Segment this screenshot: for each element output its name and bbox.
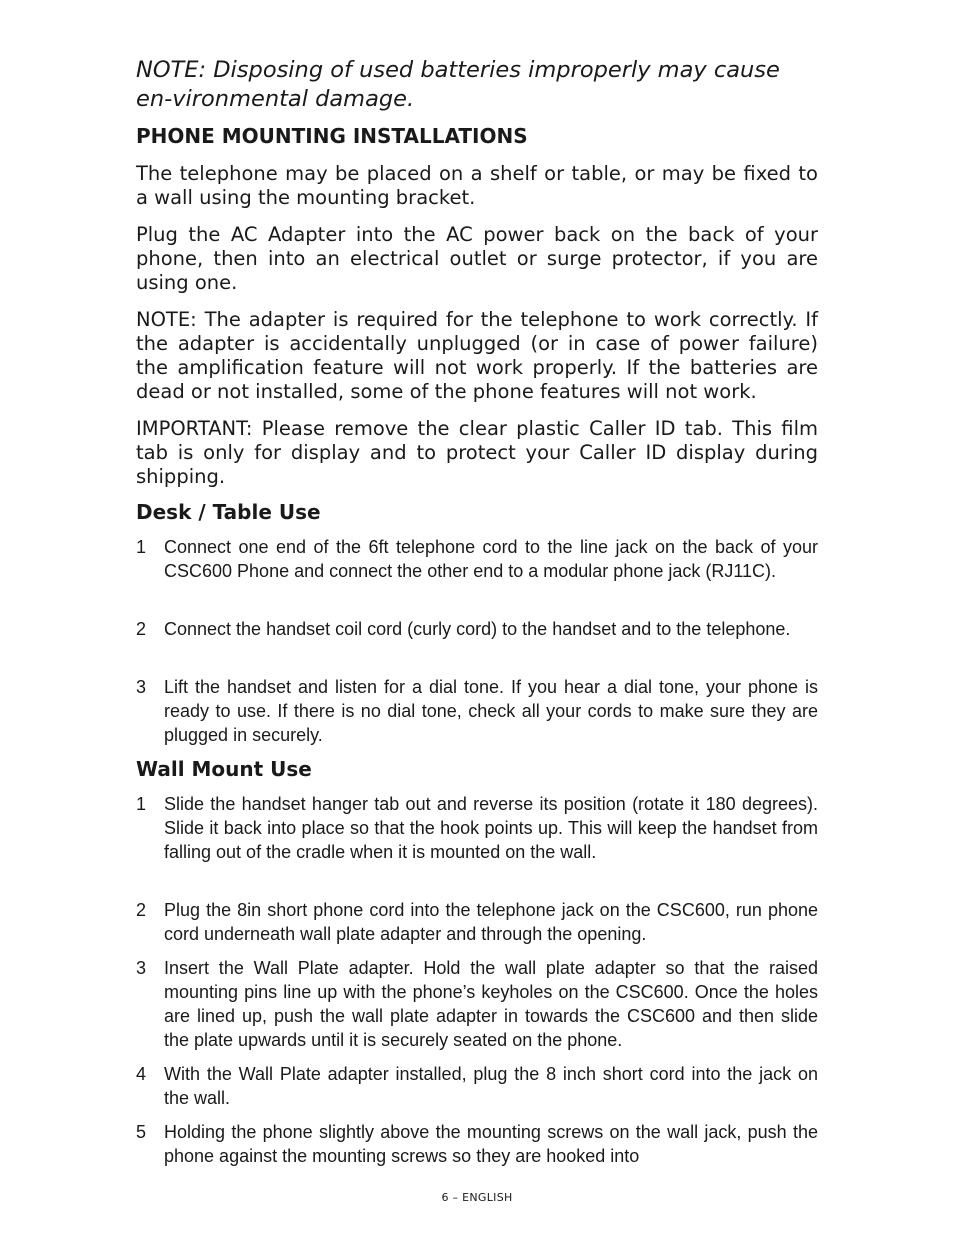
desk-step-2	[136, 617, 818, 641]
paragraph-adapter-note: NOTE: The adapter is required for the telephone to work correctly. If the adapter is accidentally unplugged (or in case of power failure) the amplification feature will not work properly. If the batteries are dead or not installed, some of the phone features will not work.	[136, 308, 818, 403]
desk-step-3	[136, 675, 818, 747]
subheading-wall-mount-use: Wall Mount Use	[136, 757, 312, 781]
paragraph-placement: The telephone may be placed on a shelf or table, or may be fixed to a wall using the mounting bracket.	[136, 162, 818, 209]
wall-step-2	[136, 898, 818, 946]
step-number: 2	[136, 900, 147, 920]
step-text: Slide the handset hanger tab out and reverse its position (rotate it 180 degrees). Slide it back into place so that the hook points up. This will keep the handset from falling out of the cradle when it is mounted on the wall.	[164, 794, 818, 862]
wall-step-3	[136, 956, 818, 1052]
step-number: 4	[136, 1064, 147, 1084]
desk-step-1	[136, 535, 818, 583]
step-number: 3	[136, 958, 147, 978]
wall-step-5	[136, 1120, 818, 1168]
step-text: Connect one end of the 6ft telephone cord to the line jack on the back of your CSC600 Phone and connect the other end to a modular phone jack (RJ11C).	[164, 537, 818, 581]
step-text: With the Wall Plate adapter installed, plug the 8 inch short cord into the jack on the wall.	[164, 1064, 818, 1108]
battery-disposal-note: NOTE: Disposing of used batteries improperly may cause en-vironmental damage.	[136, 57, 780, 112]
step-number: 5	[136, 1122, 147, 1142]
step-text: Lift the handset and listen for a dial tone. If you hear a dial tone, your phone is ready to use. If there is no dial tone, check all your cords to make sure they are plugged in securely.	[164, 677, 818, 745]
wall-step-1	[136, 792, 818, 864]
step-text: Holding the phone slightly above the mounting screws on the wall jack, push the phone against the mounting screws so they are hooked into	[164, 1122, 818, 1166]
wall-step-4	[136, 1062, 818, 1110]
step-number: 1	[136, 537, 147, 557]
paragraph-caller-id-tab: IMPORTANT: Please remove the clear plastic Caller ID tab. This film tab is only for display and to protect your Caller ID display during shipping.	[136, 417, 818, 488]
section-heading-phone-mounting: PHONE MOUNTING INSTALLATIONS	[136, 124, 528, 148]
step-text: Connect the handset coil cord (curly cord) to the handset and to the telephone.	[164, 619, 791, 639]
step-number: 3	[136, 677, 147, 697]
step-text: Plug the 8in short phone cord into the telephone jack on the CSC600, run phone cord underneath wall plate adapter and through the opening.	[164, 900, 818, 944]
paragraph-ac-adapter: Plug the AC Adapter into the AC power back on the back of your phone, then into an electrical outlet or surge protector, if you are using one.	[136, 223, 818, 294]
step-text: Insert the Wall Plate adapter. Hold the wall plate adapter so that the raised mounting pins line up with the phone’s keyholes on the CSC600. Once the holes are lined up, push the wall plate adapter in towards the CSC600 and then slide the plate upwards until it is securely seated on the phone.	[164, 958, 818, 1050]
step-number: 1	[136, 794, 147, 814]
step-number: 2	[136, 619, 147, 639]
page-footer: 6 – ENGLISH	[441, 1191, 513, 1204]
subheading-desk-table-use: Desk / Table Use	[136, 500, 321, 524]
